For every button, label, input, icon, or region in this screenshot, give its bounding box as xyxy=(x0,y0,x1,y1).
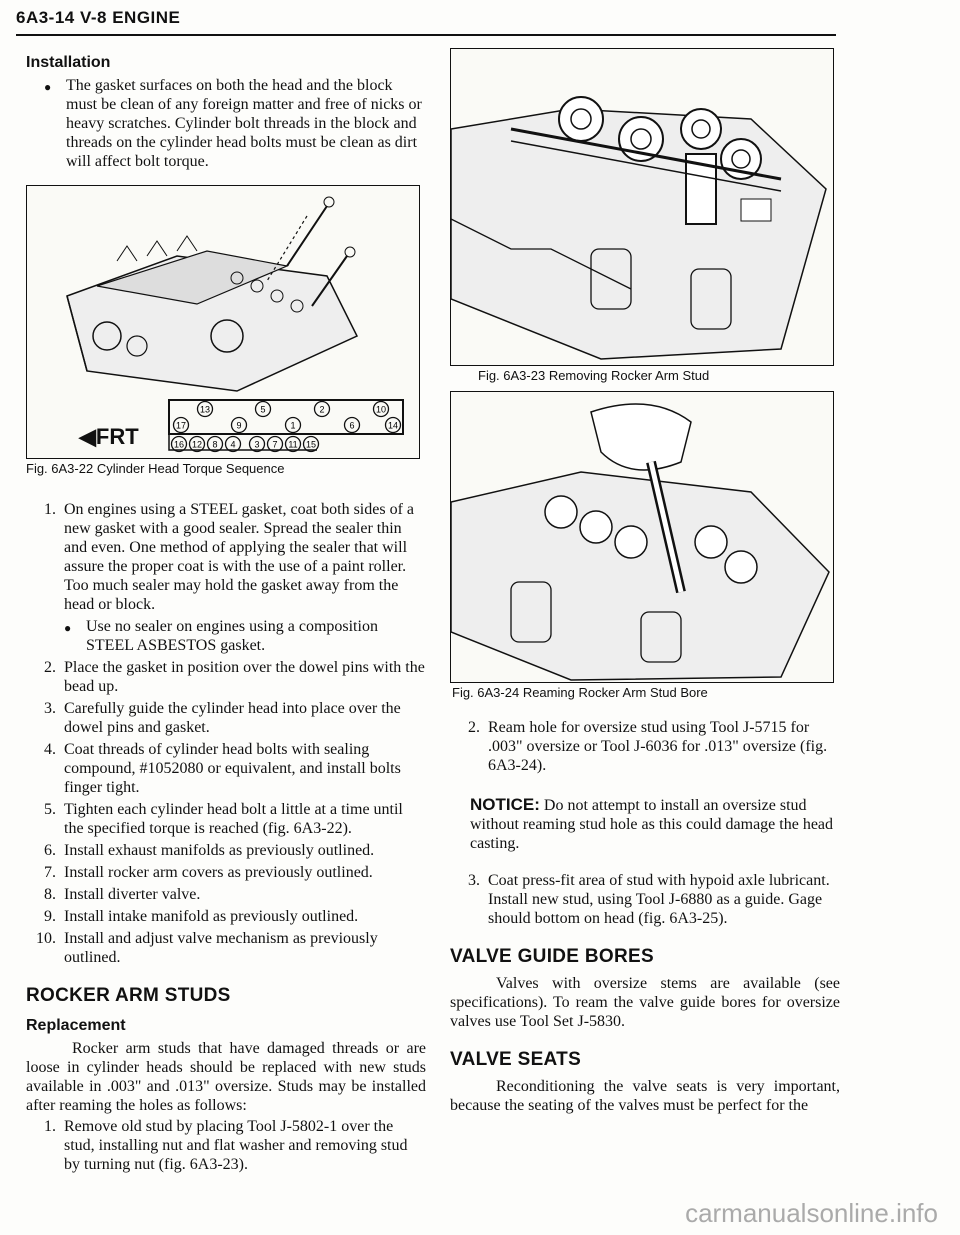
replacement-steps-right-2 xyxy=(450,871,840,928)
torque-sequence-panel xyxy=(26,398,420,459)
left-column xyxy=(26,44,426,1177)
list-item: 1. Remove old stud by placing Tool J-5802-1 over the stud, installing nut and flat washer and removing stud by turning nut (fig. 6A3-23). xyxy=(44,1118,408,1173)
frt-label-group xyxy=(79,424,139,450)
figure-caption: Fig. 6A3-23 Removing Rocker Arm Stud xyxy=(478,368,710,383)
replacement-steps xyxy=(26,1117,426,1174)
bolt-number: 16 xyxy=(173,439,185,450)
bolt-number: 2 xyxy=(319,404,325,415)
list-item: 9. Install intake manifold as previously outlined. xyxy=(44,908,359,925)
bolt-number: 9 xyxy=(236,420,242,431)
bolt-number: 4 xyxy=(230,439,236,450)
valve-guide-bores-heading: VALVE GUIDE BORES xyxy=(450,946,654,967)
valve-seats-paragraph: Reconditioning the valve seats is very important, because the seating of the valves must be perfect for the xyxy=(450,1078,840,1114)
bolt-number: 6 xyxy=(349,420,355,431)
step1-bullet: ● Use no sealer on engines using a composition STEEL ASBESTOS gasket. xyxy=(64,618,378,654)
valve-guide-paragraph: Valves with oversize stems are available (see specifications). To ream the valve guide bores for oversize valves use Tool Set J-5830. xyxy=(450,975,840,1030)
watermark: carmanualsonline.info xyxy=(685,1198,938,1228)
replacement-steps-right xyxy=(450,718,840,775)
replacement-paragraph: Rocker arm studs that have damaged threads or are loose in cylinder heads should be replaced with new studs available in .003" and .013" oversize. Studs may be installed after reaming the holes as follows: xyxy=(26,1040,426,1114)
installation-steps-continued xyxy=(26,658,426,967)
installation-steps xyxy=(26,500,426,614)
list-item: 4. Coat threads of cylinder head bolts with sealing compound, #1052080 or equivalent, and install bolts finger tight. xyxy=(44,741,401,796)
bolt-number: 5 xyxy=(260,404,266,415)
list-item: 3. Carefully guide the cylinder head into place over the dowel pins and gasket. xyxy=(44,700,401,736)
engine-block-illustration xyxy=(27,186,419,398)
list-item: 2. Ream hole for oversize stud using Tool J-5715 for .003" oversize or Tool J-6036 for .013" oversize (fig. 6A3-24). xyxy=(468,719,828,774)
frt-label: FRT xyxy=(95,424,139,449)
list-item: 1. On engines using a STEEL gasket, coat both sides of a new gasket with a good sealer. Spread the sealer thin and even. One method of applying the sealer that will assure the proper coat is with the use of a paint roller. Too much sealer may hold the gasket away from the head or block. xyxy=(44,501,414,613)
bolt-number: 11 xyxy=(288,439,298,450)
right-column xyxy=(450,48,840,1115)
figure-6a3-23 xyxy=(450,48,834,366)
bolt-sequence-svg xyxy=(167,398,407,456)
list-item: 10. Install and adjust valve mechanism as previously outlined. xyxy=(36,930,378,966)
installation-heading: Installation xyxy=(26,54,111,71)
bolt-number: 3 xyxy=(254,439,260,450)
replacement-heading: Replacement xyxy=(26,1017,126,1034)
list-item: 7. Install rocker arm covers as previously outlined. xyxy=(44,864,373,881)
bolt-number: 8 xyxy=(212,439,218,450)
bullet-dot-icon: ● xyxy=(44,80,52,94)
installation-bullet: ● The gasket surfaces on both the head and the block must be clean of any foreign matter and free of nicks or heavy scratches. Cylinder bolt threads in the block and threads on the cylinder head bolts must be clean as dirt will affect bolt torque. xyxy=(44,77,422,170)
bolt-number: 7 xyxy=(272,439,278,450)
bolt-number: 14 xyxy=(387,420,399,431)
bolt-number: 1 xyxy=(290,420,296,431)
valve-seats-heading: VALVE SEATS xyxy=(450,1049,582,1070)
rocker-arm-studs-heading: ROCKER ARM STUDS xyxy=(26,985,231,1006)
list-item: 8. Install diverter valve. xyxy=(44,886,201,903)
figure-6a3-24 xyxy=(450,391,834,683)
notice-text: Do not attempt to install an oversize stud without reaming stud hole as this could damage the head casting. xyxy=(470,797,834,852)
bolt-number: 17 xyxy=(175,420,187,431)
rocker-stud-reaming-illustration xyxy=(451,392,833,682)
page-header xyxy=(16,8,836,36)
figure-6a3-22 xyxy=(26,185,420,399)
list-item: 6. Install exhaust manifolds as previously outlined. xyxy=(44,842,375,859)
bolt-number: 13 xyxy=(199,404,211,415)
bolt-number: 15 xyxy=(305,439,317,450)
arrow-left-icon: ◀ xyxy=(79,424,96,449)
list-item: 3. Coat press-fit area of stud with hypoid axle lubricant. Install new stud, using Tool J-6880 as a guide. Gage should bottom on head (fig. 6A3-25). xyxy=(468,872,830,927)
list-item: 2. Place the gasket in position over the dowel pins with the bead up. xyxy=(44,659,425,695)
rocker-stud-removal-illustration xyxy=(451,49,833,365)
page-title: 6A3-14 V-8 ENGINE xyxy=(16,8,181,27)
notice-label: NOTICE: xyxy=(470,795,540,814)
list-item: 5. Tighten each cylinder head bolt a little at a time until the specified torque is reached (fig. 6A3-22). xyxy=(44,801,403,837)
bolt-number: 10 xyxy=(375,404,387,415)
notice-block xyxy=(470,795,840,853)
figure-caption: Fig. 6A3-22 Cylinder Head Torque Sequence xyxy=(26,461,285,476)
bolt-number: 12 xyxy=(191,439,203,450)
figure-caption: Fig. 6A3-24 Reaming Rocker Arm Stud Bore xyxy=(452,685,708,700)
bullet-dot-icon: ● xyxy=(64,621,72,635)
